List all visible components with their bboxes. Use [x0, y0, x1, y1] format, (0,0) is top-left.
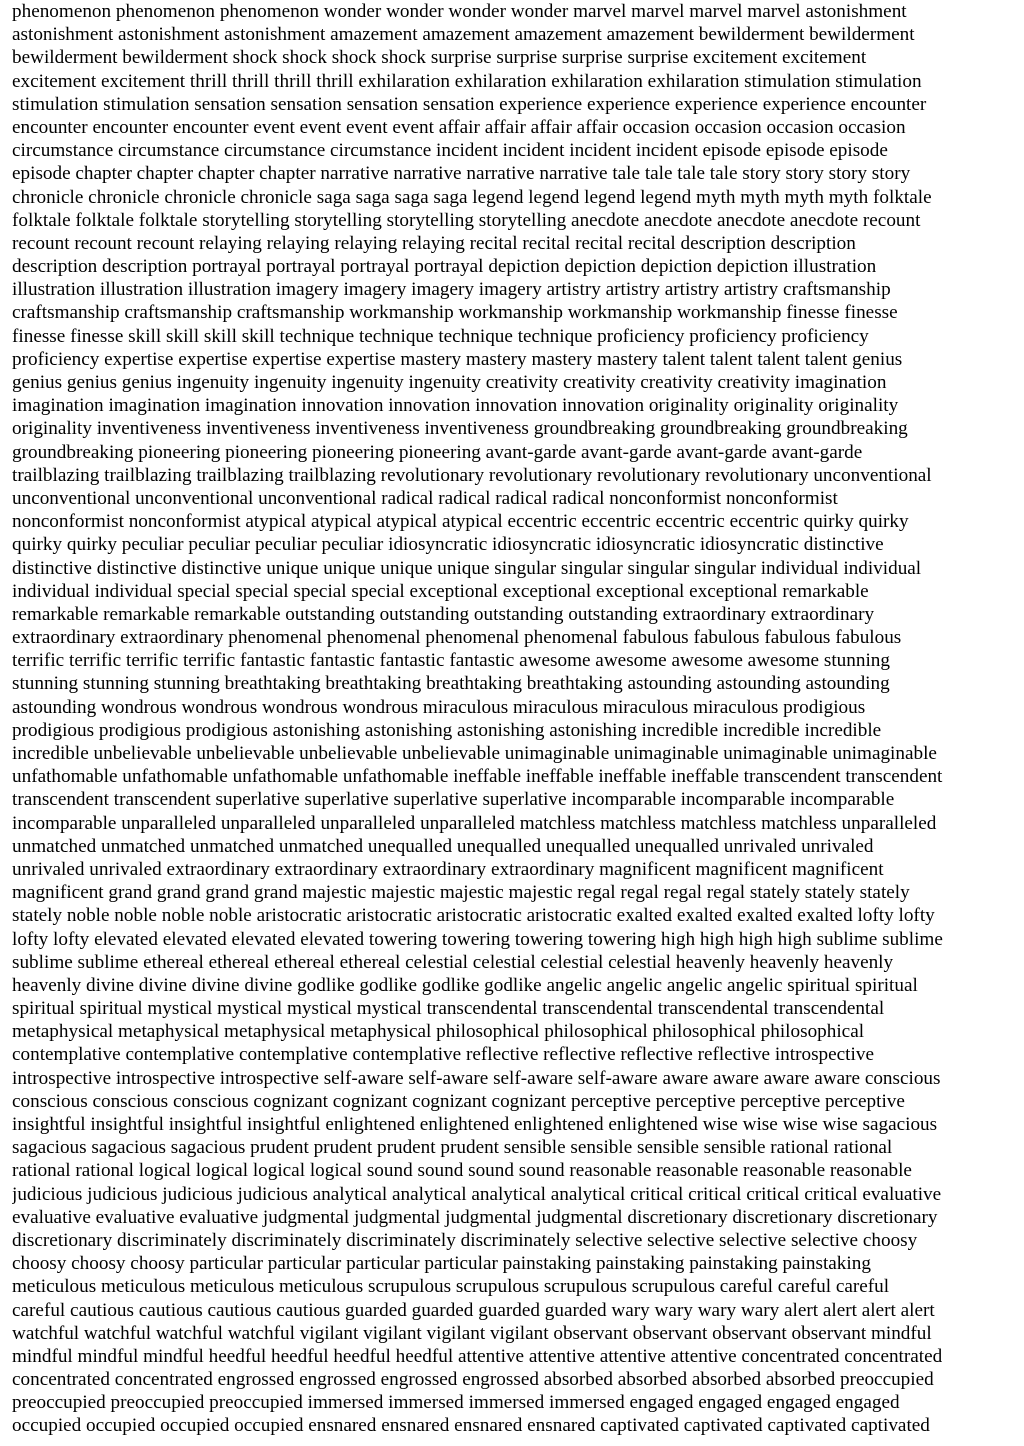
- text-line: introspective introspective introspective self-aware self-aware self-aware self-aware aware aware aware aware conscious: [12, 1067, 941, 1089]
- text-line: metaphysical metaphysical metaphysical metaphysical philosophical philosophical philosophical philosophical: [12, 1021, 865, 1043]
- text-line: finesse finesse skill skill skill skill technique technique technique technique proficiency proficiency proficiency: [12, 325, 869, 347]
- text-line: imagination imagination imagination innovation innovation innovation innovation originality originality originality: [12, 395, 899, 417]
- text-line: craftsmanship craftsmanship craftsmanship workmanship workmanship workmanship workmanship finesse finesse: [12, 302, 898, 324]
- text-line: folktale folktale folktale storytelling storytelling storytelling storytelling anecdote anecdote anecdote anecdote recount: [12, 209, 921, 231]
- text-line: concentrated concentrated engrossed engrossed engrossed engrossed absorbed absorbed absorbed absorbed preoccupied: [12, 1369, 934, 1391]
- text-line: prodigious prodigious prodigious astonishing astonishing astonishing astonishing incredible incredible incredible: [12, 719, 882, 741]
- text-line: sublime sublime ethereal ethereal ethereal ethereal celestial celestial celestial celestial heavenly heavenly heavenly: [12, 951, 894, 973]
- text-line: originality inventiveness inventiveness inventiveness inventiveness groundbreaking groundbreaking groundbreaking: [12, 418, 908, 440]
- text-line: unrivaled unrivaled extraordinary extraordinary extraordinary extraordinary magnificent magnificent magnificent: [12, 858, 884, 880]
- text-line: phenomenon phenomenon phenomenon wonder wonder wonder wonder marvel marvel marvel marvel astonishment: [12, 1, 907, 22]
- text-line: contemplative contemplative contemplative contemplative reflective reflective reflective reflective introspective: [12, 1044, 874, 1066]
- text-line: mindful mindful mindful heedful heedful heedful heedful attentive attentive attentive attentive concentrated concentrated: [12, 1345, 943, 1367]
- text-line: circumstance circumstance circumstance circumstance incident incident incident incident episode episode episode: [12, 140, 888, 162]
- text-line: excitement excitement thrill thrill thrill thrill exhilaration exhilaration exhilaration exhilaration stimulation stimulation: [12, 70, 922, 92]
- text-line: spiritual spiritual mystical mystical mystical mystical transcendental transcendental transcendental transcendental: [12, 998, 885, 1020]
- text-line: distinctive distinctive distinctive unique unique unique unique singular singular singular singular individual individual: [12, 557, 922, 579]
- text-line: watchful watchful watchful watchful vigilant vigilant vigilant vigilant observant observant observant observant mindful: [12, 1322, 932, 1344]
- text-line: lofty lofty elevated elevated elevated elevated towering towering towering towering high high high high sublime sublime: [12, 928, 943, 950]
- text-line: nonconformist nonconformist atypical atypical atypical atypical eccentric eccentric eccentric eccentric quirky quirky: [12, 511, 909, 533]
- text-line: episode chapter chapter chapter chapter narrative narrative narrative narrative tale tale tale tale story story story story: [12, 163, 911, 185]
- text-line: terrific terrific terrific terrific fantastic fantastic fantastic fantastic awesome awesome awesome awesome stunning: [12, 650, 890, 672]
- text-line: chronicle chronicle chronicle chronicle saga saga saga saga legend legend legend legend myth myth myth myth folktale: [12, 186, 932, 208]
- text-line: judicious judicious judicious judicious analytical analytical analytical analytical critical critical critical critical evaluative: [12, 1183, 942, 1205]
- text-line: genius genius genius ingenuity ingenuity ingenuity ingenuity creativity creativity creativity creativity imagination: [12, 372, 887, 393]
- body-text: [12, 0, 1018, 1438]
- text-line: insightful insightful insightful insightful enlightened enlightened enlightened enlightened wise wise wise wise sagacious: [12, 1114, 938, 1135]
- text-line: trailblazing trailblazing trailblazing trailblazing revolutionary revolutionary revolutionary revolutionary unconventional: [12, 464, 932, 486]
- text-line: unfathomable unfathomable unfathomable unfathomable ineffable ineffable ineffable ineffable transcendent transcendent: [12, 766, 943, 788]
- text-line: quirky quirky peculiar peculiar peculiar peculiar idiosyncratic idiosyncratic idiosyncratic idiosyncratic distinctive: [12, 534, 884, 556]
- text-line: rational rational logical logical logical logical sound sound sound sound reasonable reasonable reasonable reasonable: [12, 1160, 912, 1182]
- text-line: stimulation stimulation sensation sensation sensation sensation experience experience experience experience encounter: [12, 93, 927, 115]
- text-line: discretionary discriminately discriminately discriminately discriminately selective selective selective selective choosy: [12, 1229, 918, 1251]
- text-line: groundbreaking pioneering pioneering pioneering pioneering avant-garde avant-garde avant-garde avant-garde: [12, 441, 863, 463]
- text-line: incredible unbelievable unbelievable unbelievable unbelievable unimaginable unimaginable unimaginable unimaginable: [12, 743, 937, 764]
- text-line: unconventional unconventional unconventional radical radical radical radical nonconformist nonconformist: [12, 487, 838, 509]
- text-line: individual individual special special special special exceptional exceptional exceptional exceptional remarkable: [12, 580, 869, 602]
- text-line: conscious conscious conscious cognizant cognizant cognizant cognizant perceptive perceptive perceptive perceptive: [12, 1090, 905, 1112]
- text-line: magnificent grand grand grand grand majestic majestic majestic majestic regal regal regal regal stately stately stately: [12, 882, 910, 904]
- text-line: sagacious sagacious sagacious prudent prudent prudent prudent sensible sensible sensible sensible rational rational: [12, 1137, 893, 1159]
- text-line: illustration illustration illustration imagery imagery imagery imagery artistry artistry artistry artistry craftsmanship: [12, 279, 891, 301]
- text-line: meticulous meticulous meticulous meticulous scrupulous scrupulous scrupulous scrupulous careful careful careful: [12, 1276, 890, 1298]
- text-line: heavenly divine divine divine divine godlike godlike godlike godlike angelic angelic angelic angelic spiritual spiritual: [12, 974, 918, 996]
- text-line: stunning stunning stunning breathtaking breathtaking breathtaking breathtaking astounding astounding astounding: [12, 673, 890, 695]
- text-line: bewilderment bewilderment shock shock shock shock surprise surprise surprise surprise excitement excitement: [12, 47, 867, 69]
- text-line: preoccupied preoccupied preoccupied immersed immersed immersed immersed engaged engaged engaged engaged: [12, 1392, 900, 1414]
- text-line: evaluative evaluative evaluative judgmental judgmental judgmental judgmental discretionary discretionary discretionary: [12, 1206, 938, 1228]
- text-line: recount recount recount relaying relaying relaying relaying recital recital recital recital description description: [12, 232, 856, 254]
- text-line: astounding wondrous wondrous wondrous wondrous miraculous miraculous miraculous miraculous prodigious: [12, 696, 866, 718]
- text-line: choosy choosy choosy particular particular particular particular painstaking painstaking painstaking painstaking: [12, 1253, 871, 1275]
- text-line: description description portrayal portrayal portrayal portrayal depiction depiction depiction depiction illustration: [12, 256, 877, 278]
- text-line: transcendent transcendent superlative superlative superlative superlative incomparable incomparable incomparable: [12, 789, 895, 811]
- text-line: extraordinary extraordinary phenomenal phenomenal phenomenal phenomenal fabulous fabulous fabulous fabulous: [12, 627, 902, 649]
- text-line: astonishment astonishment astonishment amazement amazement amazement amazement bewilderment bewilderment: [12, 24, 915, 46]
- text-line: occupied occupied occupied occupied ensnared ensnared ensnared ensnared captivated captivated captivated captivated: [12, 1415, 930, 1437]
- text-line: careful cautious cautious cautious cautious guarded guarded guarded guarded wary wary wary wary alert alert alert alert: [12, 1299, 935, 1321]
- text-line: remarkable remarkable remarkable outstanding outstanding outstanding outstanding extraordinary extraordinary: [12, 603, 875, 625]
- text-line: stately noble noble noble noble aristocratic aristocratic aristocratic aristocratic exalted exalted exalted exalted lofty lofty: [12, 905, 935, 927]
- text-line: incomparable unparalleled unparalleled unparalleled unparalleled matchless matchless matchless matchless unparalleled: [12, 812, 937, 834]
- text-line: encounter encounter encounter event event event event affair affair affair affair occasion occasion occasion occasion: [12, 116, 906, 138]
- text-line: proficiency expertise expertise expertise expertise mastery mastery mastery mastery talent talent talent talent genius: [12, 348, 903, 370]
- text-line: unmatched unmatched unmatched unmatched unequalled unequalled unequalled unequalled unrivaled unrivaled: [12, 835, 874, 857]
